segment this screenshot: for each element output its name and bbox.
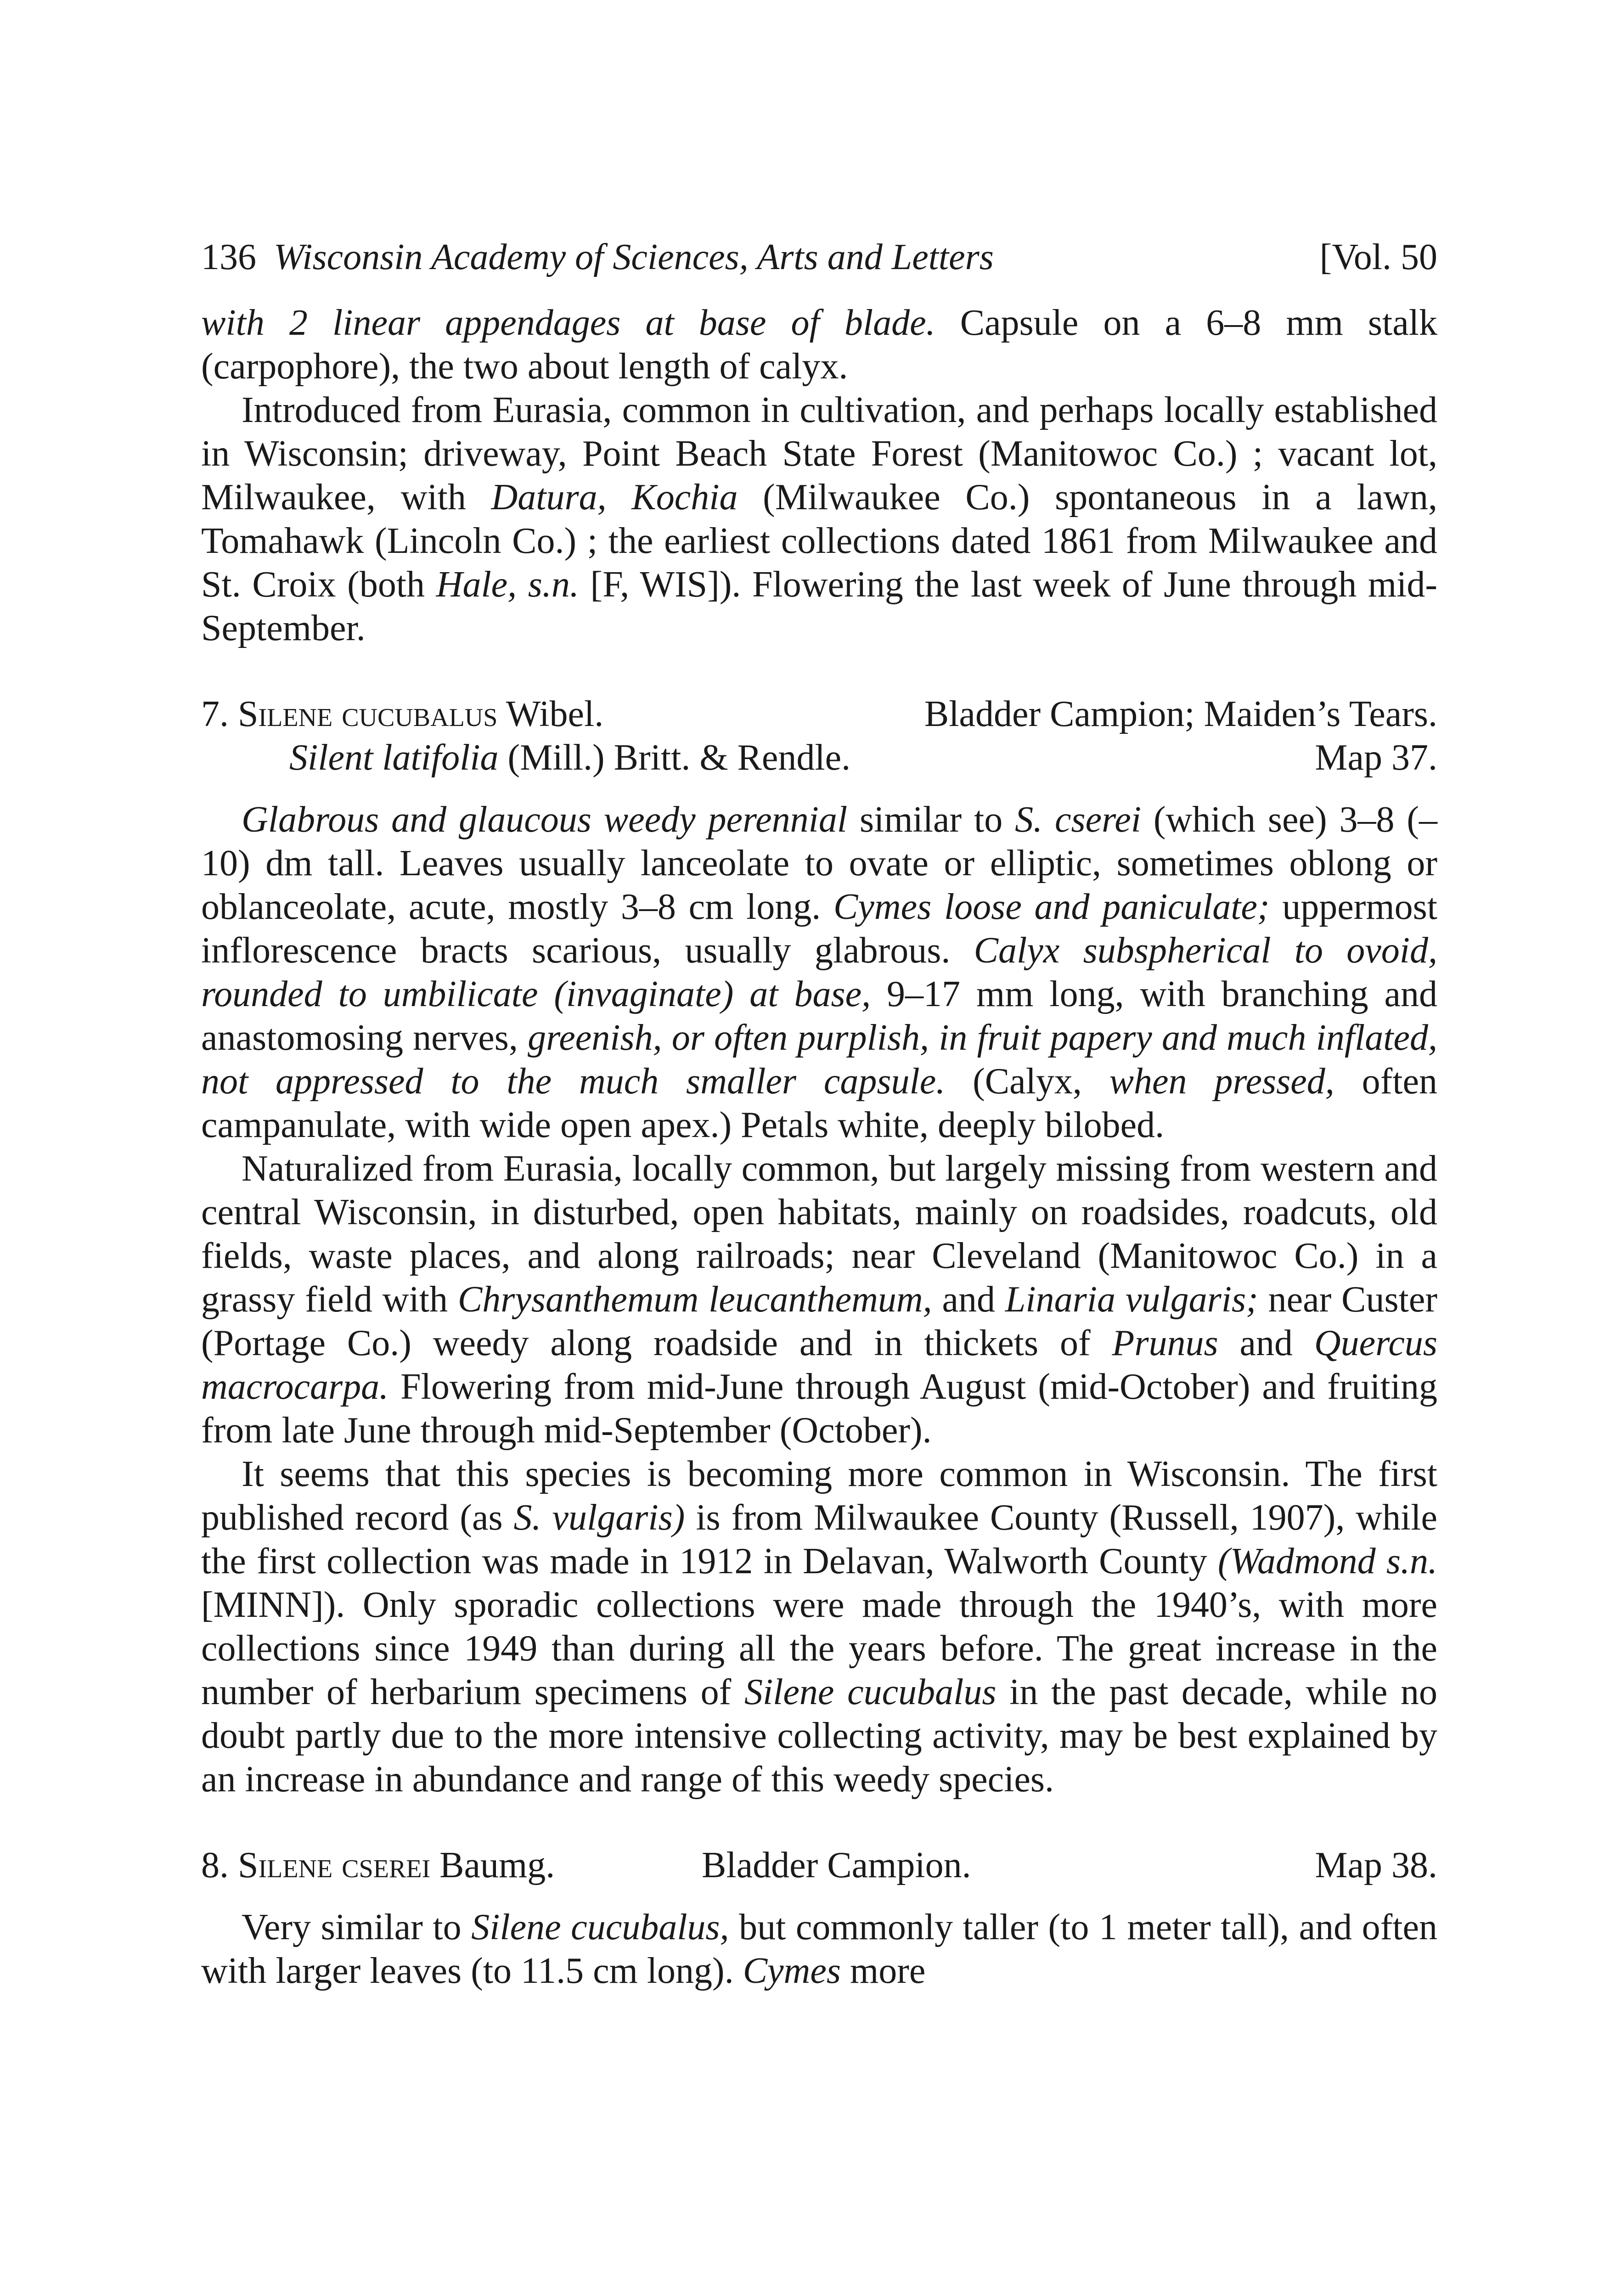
italic-text: greenish, or often purplish, in fruit papery and much inflated, not appressed to the much smaller capsule. [201,1018,1438,1102]
italic-text: Cymes [743,1951,841,1991]
text: Naturalized from Eurasia, locally common, but largely missing from western and central Wisconsin, in disturbed, open habitats, mainly on roadsides, roadcuts, old fields, waste places, and along railroads; near Cleveland (Manitowoc Co.) in a grassy field with [201,1148,1437,1320]
spacer [201,650,1437,692]
taxon-name: Prunus [1112,1323,1218,1363]
taxon-name: S. cserei [1015,799,1141,840]
common-name: Bladder Campion; Maiden’s Tears. [924,694,1437,734]
italic-text: when pressed, [1109,1061,1334,1102]
italic-text: Glabrous and glaucous weedy perennial [242,799,848,840]
text: and [932,1279,1005,1320]
map-reference: Map 38. [1315,1845,1437,1885]
paragraph-discussion-7 [201,1452,1437,1801]
text: near Custer (Portage Co.) weedy along roadside and in thickets of [201,1279,1438,1363]
paragraph-description-8 [201,1906,1437,1993]
paragraph-distribution-6 [201,388,1437,650]
italic-text: with 2 linear appendages at base of blade. [201,303,935,343]
taxon-name: Silene cucubalus, [471,1907,729,1947]
taxon-name: Quercus macrocarpa. [201,1323,1437,1407]
page-number: 136 [201,237,256,277]
paragraph-distribution-7 [201,1147,1437,1452]
text: It seems that this species is becoming more common in Wisconsin. The first published record (as [201,1454,1437,1538]
text: and [1218,1323,1314,1363]
species-name: Silene cserei [238,1845,431,1885]
synonym-line-7 [201,736,1437,780]
species-author: Baumg. [430,1845,555,1885]
species-author: Wibel. [497,694,604,734]
species-heading-8 [201,1844,1437,1887]
text: is from Milwaukee County (Russell, 1907), while the first collection was made in 1912 in Delavan, Walworth County [201,1497,1438,1581]
text: but commonly taller (to 1 meter tall), and often with larger leaves (to 11.5 cm long). [201,1907,1438,1991]
body-text [201,301,1437,1993]
species-number: 7. [201,694,229,734]
volume-label: [Vol. 50 [1319,237,1437,277]
map-reference: Map 37. [1315,737,1437,778]
text-column [201,234,1437,1993]
taxon-name: S. vulgaris) [513,1497,685,1538]
running-head [201,234,1437,280]
italic-text: Cymes loose and paniculate; [833,887,1270,927]
species-title-group [201,1844,702,1887]
spacer [201,1801,1437,1844]
text: Flowering from mid-June through August (mid-October) and fruiting from late June through mid-September (October). [201,1367,1437,1451]
paragraph-description-7 [201,798,1437,1147]
taxon-name: Linaria vulgaris; [1005,1279,1258,1320]
text: [MINN]). Only sporadic collections were made through the 1940’s, with more collections since 1949 than during all the years before. The great increase in the number of herbarium specimens of [201,1585,1437,1712]
text: Capsule on a 6–8 mm stalk (carpophore), the two about length of calyx. [201,303,1437,387]
species-number: 8. [201,1845,229,1885]
species-heading-7 [201,692,1437,736]
text: Very similar to [242,1907,472,1947]
text: similar to [847,799,1015,840]
collector-citation: (Wadmond s.n. [1217,1541,1438,1581]
text: uppermost inflorescence bracts scarious, usually glabrous. [201,887,1437,971]
synonym-name: Silent latifolia [289,737,499,778]
text: 9–17 mm long, with branching and anastomosing nerves, [201,974,1438,1058]
paragraph-description-end [201,301,1437,388]
synonym-author: (Mill.) Britt. & Rendle. [498,737,851,778]
taxon-name: Chrysanthemum leucanthemum, [457,1279,932,1320]
text: in the past decade, while no doubt partly due to the more intensive collecting activity, may be best explained by an increase in abundance and range of this weedy species. [201,1672,1438,1800]
italic-text: Calyx subspherical to ovoid, rounded to umbilicate (invaginate) at base, [201,930,1437,1014]
journal-title: Wisconsin Academy of Sciences, Arts and Letters [274,237,994,277]
text: (Calyx, [945,1061,1109,1102]
text: [F, WIS]). Flowering the last week of June through mid-September. [201,564,1438,648]
species-name: Silene cucubalus [238,694,498,734]
text: Introduced from Eurasia, common in cultivation, and perhaps locally established in Wisconsin; driveway, Point Beach State Forest (Manitowoc Co.) ; vacant lot, Milwaukee, with [201,390,1437,518]
taxon-name: Silene cucubalus [744,1672,997,1712]
collector-citation: Hale, s.n. [436,564,579,605]
taxon-name: Datura, Kochia [491,477,738,518]
text: often campanulate, with wide open apex.) Petals white, deeply bilobed. [201,1061,1437,1145]
text: more [840,1951,926,1991]
text: (which see) 3–8 (–10) dm tall. Leaves usually lanceolate to ovate or elliptic, sometimes oblong or oblanceolate, acute, mostly 3–8 cm long. [201,799,1437,927]
text: (Milwaukee Co.) spontaneous in a lawn, Tomahawk (Lincoln Co.) ; the earliest collections dated 1861 from Milwaukee and St. Croix (both [201,477,1437,605]
common-name: Bladder Campion. [702,1845,971,1885]
